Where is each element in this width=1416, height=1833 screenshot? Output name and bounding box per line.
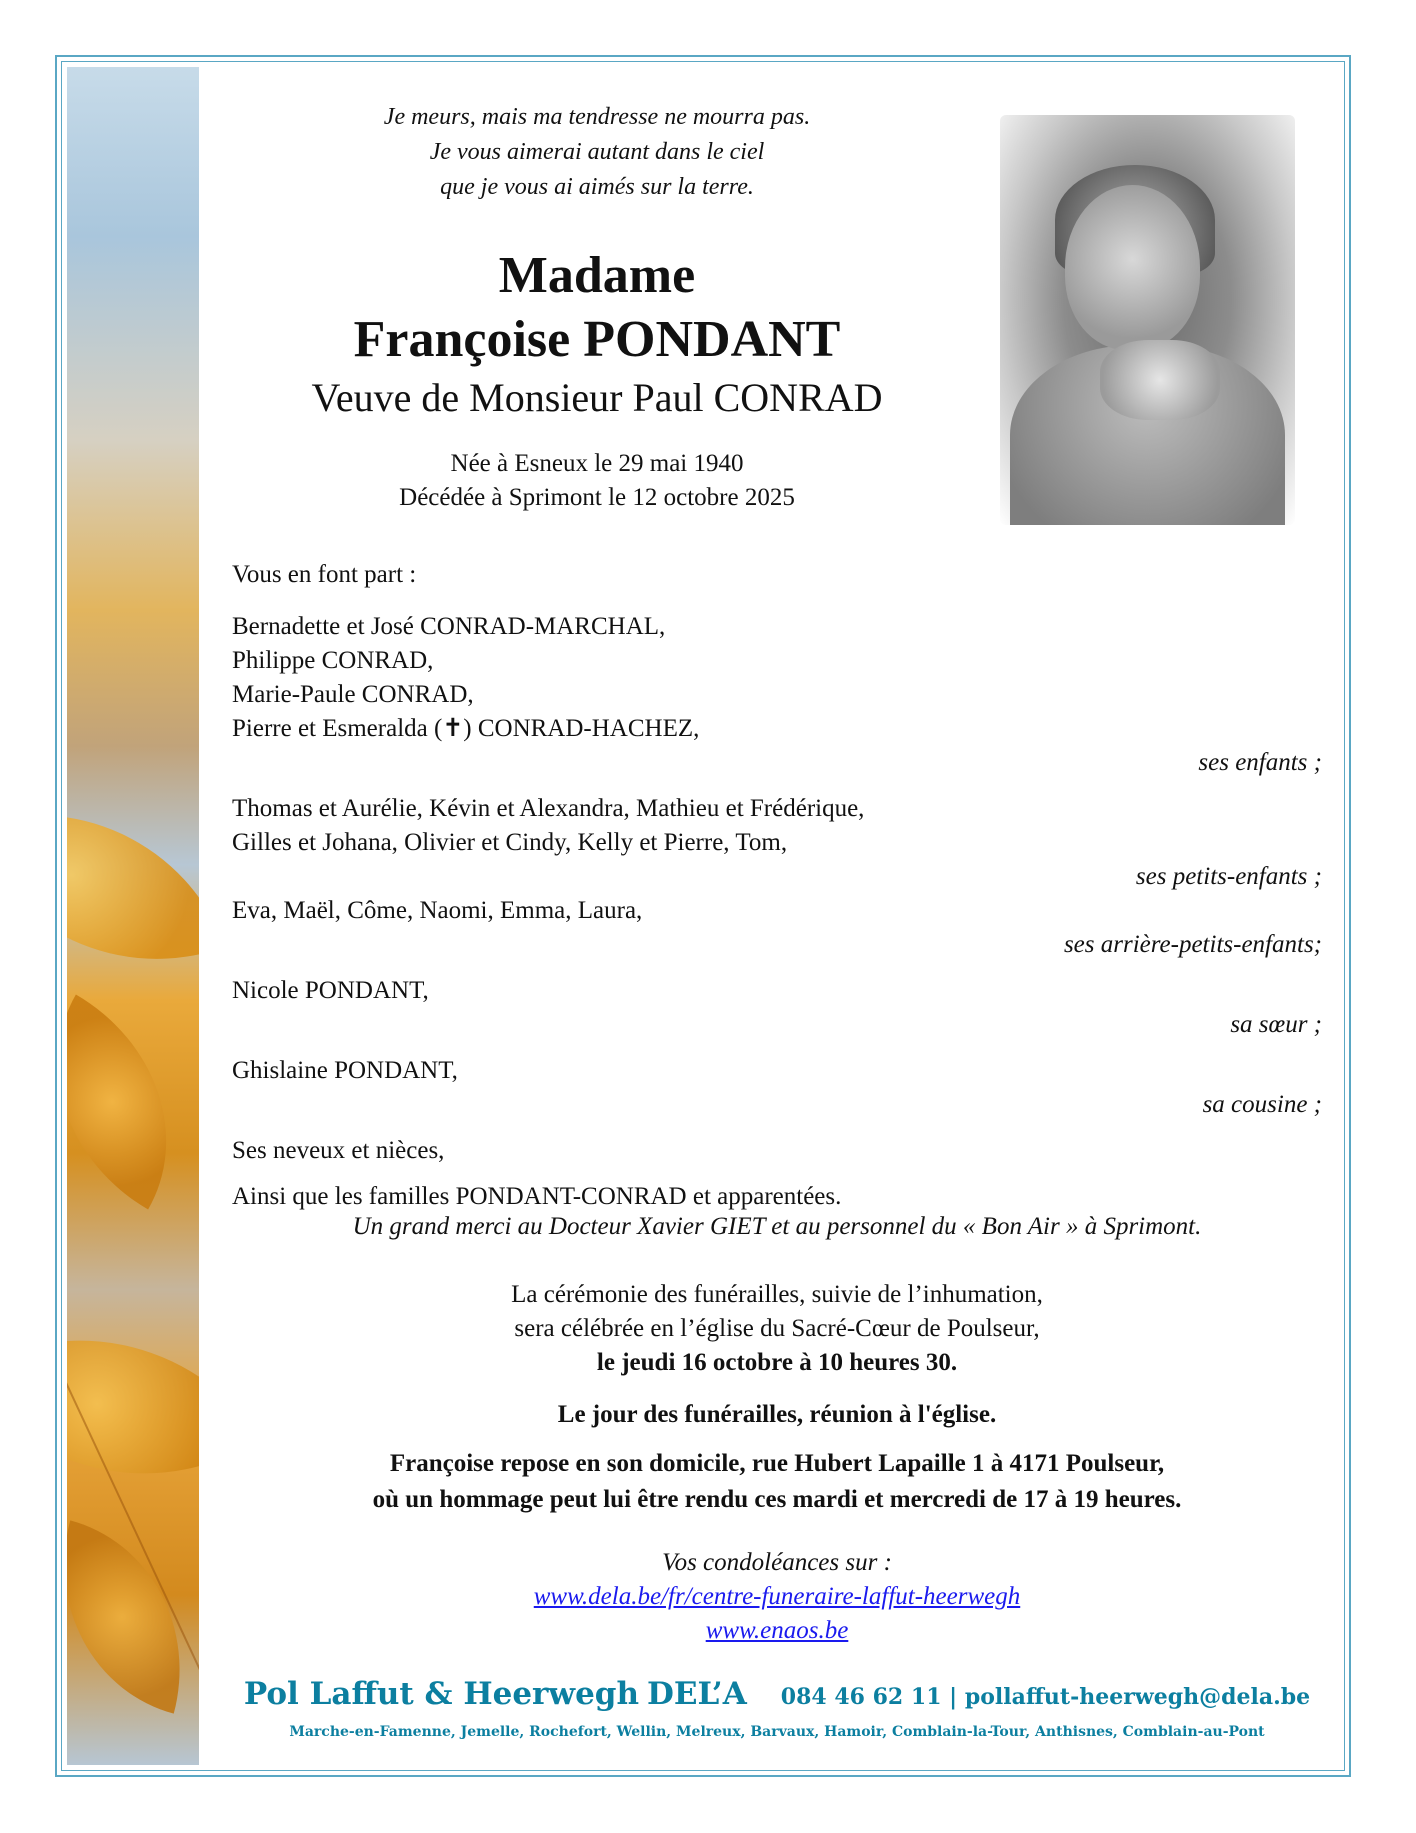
relation-label: ses petits-enfants ;	[1135, 863, 1322, 890]
family-list	[232, 558, 1322, 1214]
epitaph-line: Je meurs, mais ma tendresse ne mourra pas.	[383, 104, 811, 130]
family-line: Bernadette et José CONRAD-MARCHAL,	[232, 613, 666, 640]
thanks-line: Un grand merci au Docteur Xavier GIET et au personnel du « Bon Air » à Sprimont.	[352, 1213, 1202, 1240]
leaf-decoration	[67, 1520, 199, 1713]
condolences-label: Vos condoléances sur :	[662, 1549, 892, 1576]
locations-line: Marche-en-Famenne, Jemelle, Rochefort, Wellin, Melreux, Barvaux, Hamoir, Comblain-la-Tour, Anthisnes, Comblain-au-Pont	[289, 1724, 1265, 1740]
leaf-decoration	[67, 759, 199, 1015]
deceased-name: Françoise PONDANT	[353, 311, 841, 368]
portrait-scarf-shape	[1100, 340, 1220, 420]
epitaph-poem	[232, 100, 962, 205]
repose-line: Françoise repose en son domicile, rue Hubert Lapaille 1 à 4171 Poulseur,	[389, 1450, 1165, 1477]
condolences-link-dela[interactable]: www.dela.be/fr/centre-funeraire-laffut-heerwegh	[533, 1583, 1021, 1610]
portrait-photo	[1000, 115, 1295, 525]
portrait-face-shape	[1065, 185, 1200, 350]
ceremony-block	[232, 1278, 1322, 1380]
relation-label: sa cousine ;	[1202, 1091, 1322, 1118]
leaf-decoration	[67, 995, 199, 1210]
meeting-line: Le jour des funérailles, réunion à l'église.	[557, 1401, 997, 1428]
announce-line: Vous en font part :	[232, 561, 417, 588]
brand-logo-dela: DEL’A	[647, 1676, 747, 1712]
family-line: Pierre et Esmeralda (✝) CONRAD-HACHEZ,	[232, 715, 700, 742]
contact-info: 084 46 62 11 | pollaffut-heerwegh@dela.be	[780, 1684, 1311, 1710]
ceremony-line: sera célébrée en l’église du Sacré-Cœur de Poulseur,	[514, 1315, 1040, 1342]
deceased-title: Madame	[498, 247, 696, 304]
leaf-decoration	[67, 1257, 199, 1558]
repose-line: où un hommage peut lui être rendu ces mardi et mercredi de 17 à 19 heures.	[372, 1486, 1182, 1513]
brand-name: Pol Laffut & Heerwegh	[243, 1676, 640, 1712]
epitaph-line: Je vous aimerai autant dans le ciel	[429, 139, 765, 165]
funeral-home-footer	[232, 1676, 1322, 1740]
autumn-leaves-strip	[67, 67, 199, 1765]
deceased-block	[232, 245, 962, 515]
birth-line: Née à Esneux le 29 mai 1940	[450, 450, 744, 477]
ceremony-date: le jeudi 16 octobre à 10 heures 30.	[596, 1349, 958, 1376]
family-line: Marie-Paule CONRAD,	[232, 681, 474, 708]
death-line: Décédée à Sprimont le 12 octobre 2025	[399, 484, 795, 511]
life-dates	[232, 447, 962, 515]
family-line: Ses neveux et nièces,	[232, 1137, 445, 1164]
family-line: Philippe CONRAD,	[232, 647, 434, 674]
relation-label: ses enfants ;	[1198, 749, 1322, 776]
family-line: Gilles et Johana, Olivier et Cindy, Kelly et Pierre, Tom,	[232, 829, 788, 856]
family-line: Eva, Maël, Côme, Naomi, Emma, Laura,	[232, 897, 643, 924]
family-line: Thomas et Aurélie, Kévin et Alexandra, Mathieu et Frédérique,	[232, 795, 865, 822]
condolences-link-enaos[interactable]: www.enaos.be	[705, 1617, 849, 1644]
ceremony-line: La cérémonie des funérailles, suivie de l’inhumation,	[511, 1281, 1043, 1308]
epitaph-line: que je vous ai aimés sur la terre.	[440, 174, 754, 200]
family-line: Ghislaine PONDANT,	[232, 1057, 458, 1084]
relation-label: ses arrière-petits-enfants;	[1063, 931, 1322, 958]
family-line: Nicole PONDANT,	[232, 977, 429, 1004]
widow-of: Veuve de Monsieur Paul CONRAD	[311, 375, 883, 420]
relation-label: sa sœur ;	[1230, 1011, 1322, 1038]
condolences-block	[232, 1546, 1322, 1648]
repose-block	[232, 1446, 1322, 1518]
family-line: Ainsi que les familles PONDANT-CONRAD et apparentées.	[232, 1183, 842, 1210]
